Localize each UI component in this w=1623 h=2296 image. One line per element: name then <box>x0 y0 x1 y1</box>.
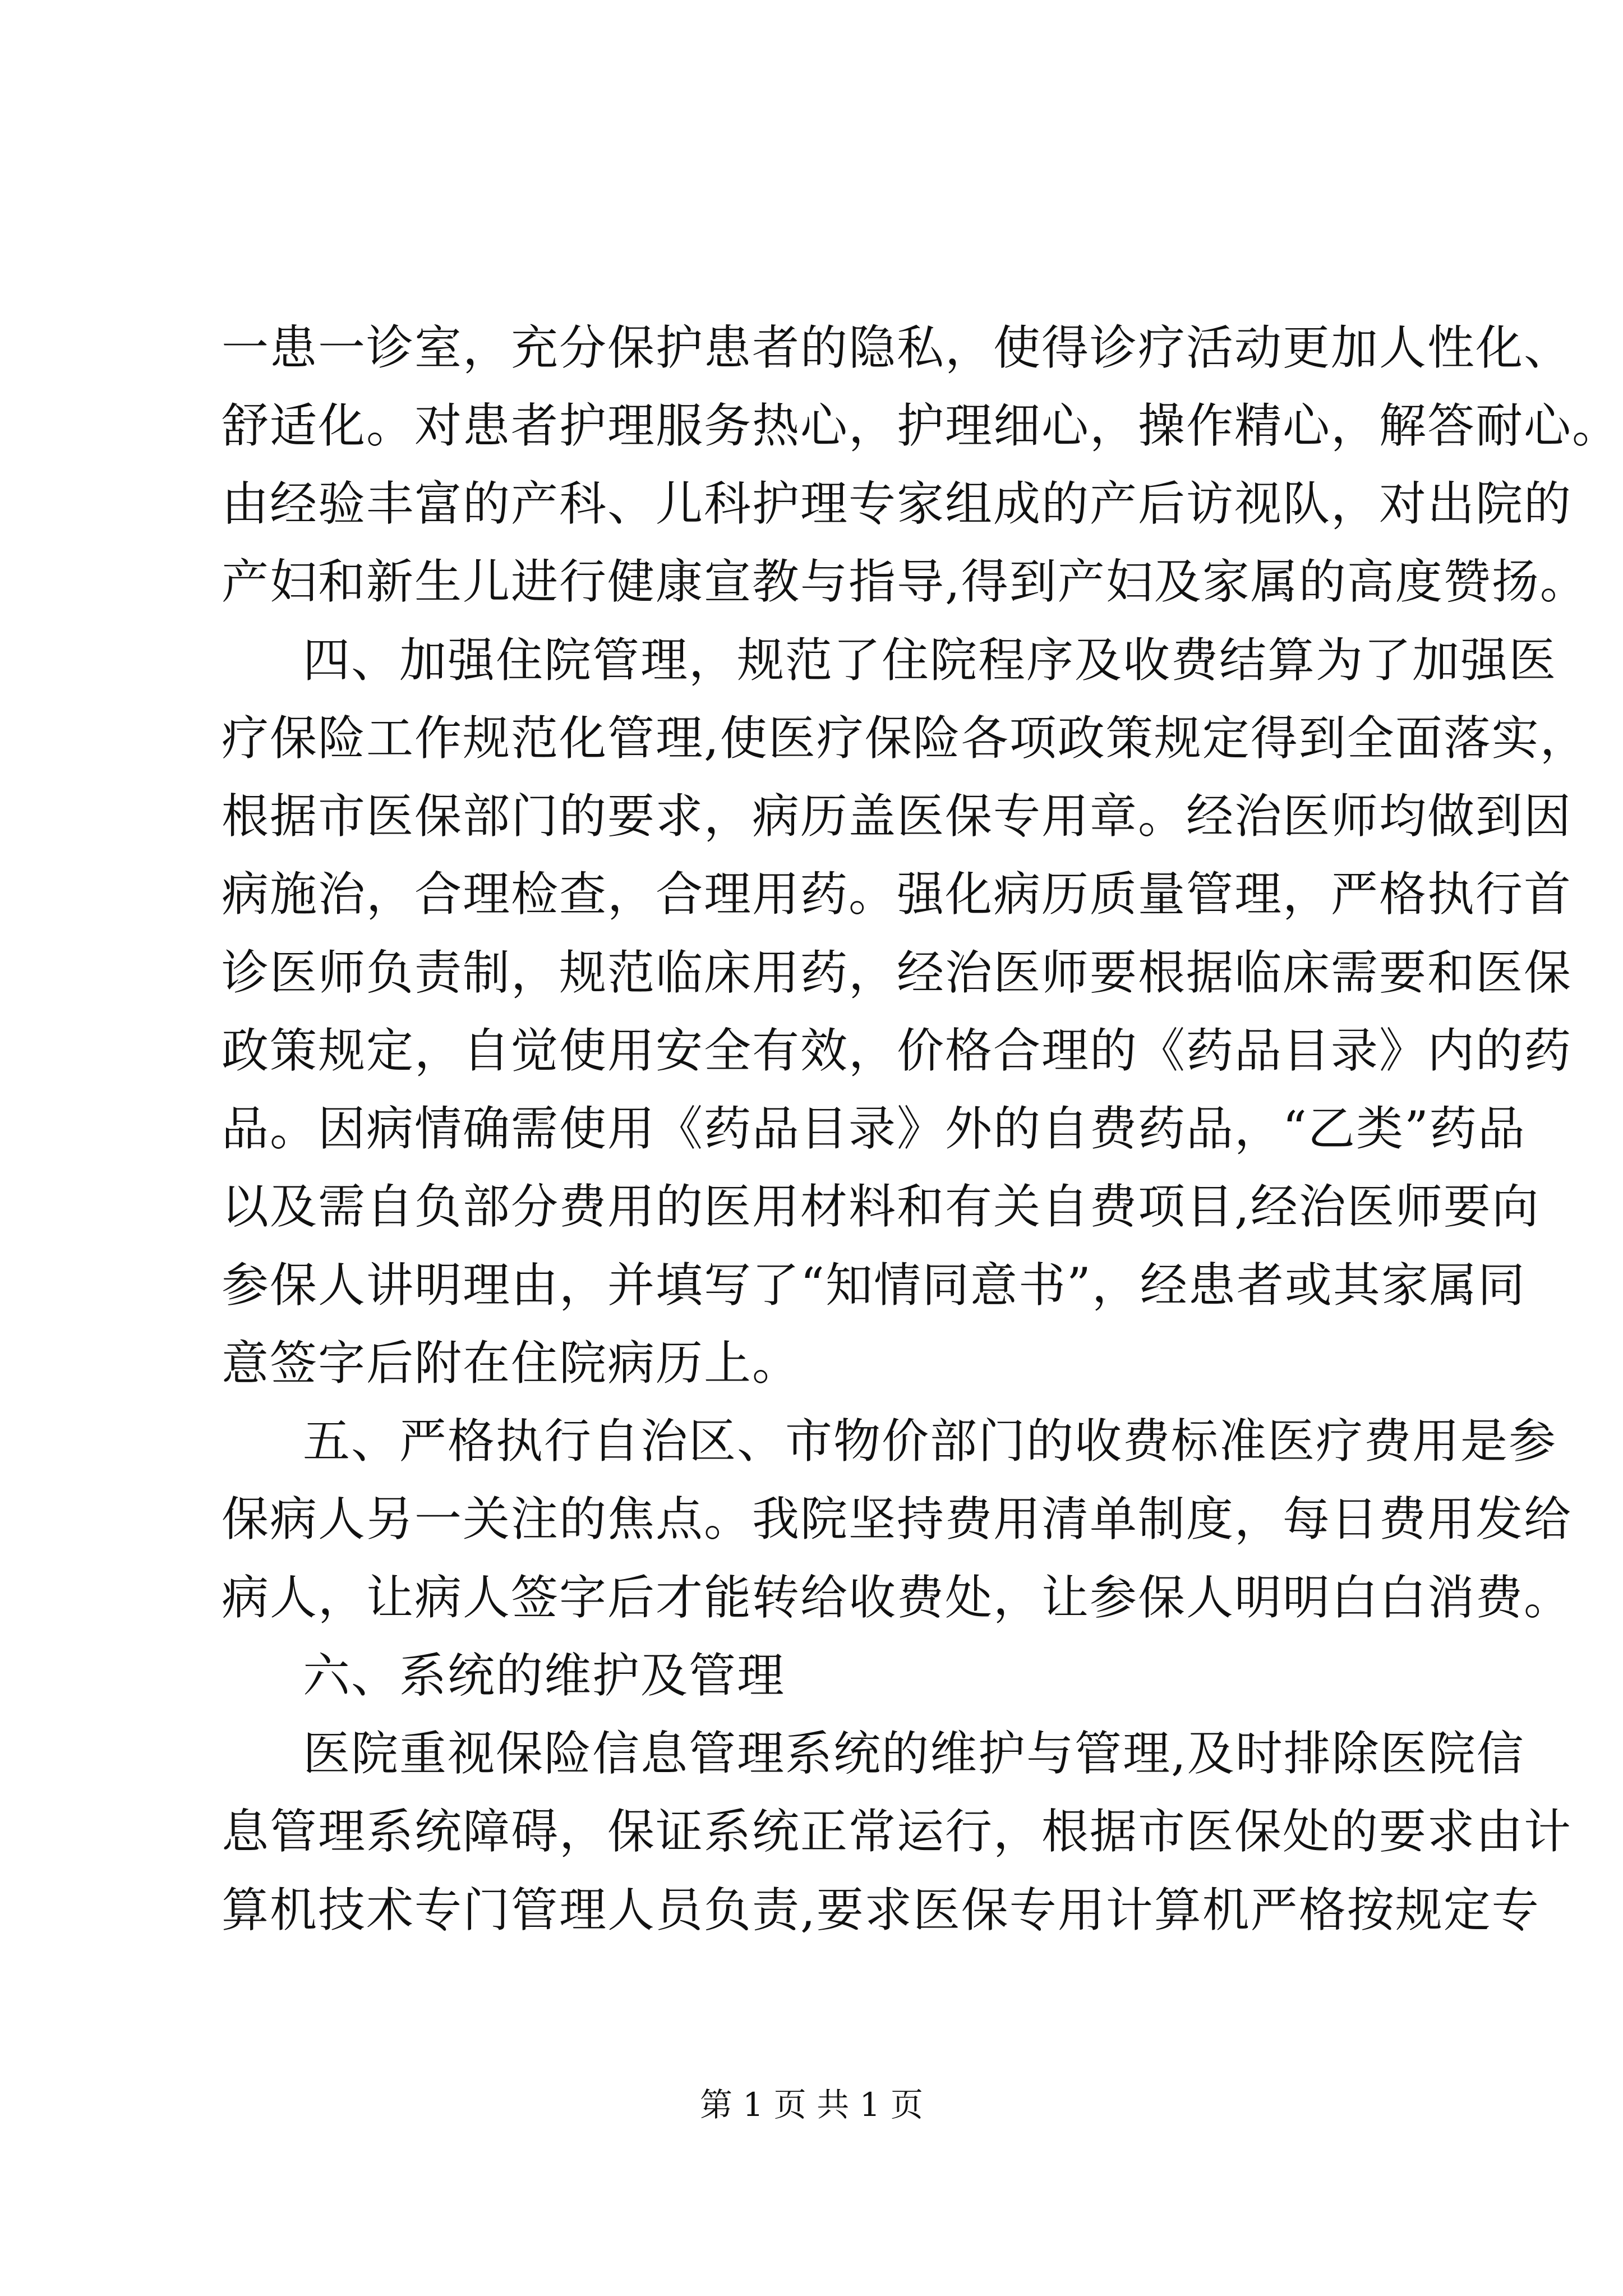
paragraph-line: 医院重视保险信息管理系统的维护与管理,及时排除医院信 <box>303 1726 1525 1781</box>
paragraph-line: 政策规定，自觉使用安全有效，价格合理的《药品目录》内的药 <box>222 1023 1573 1078</box>
paragraph-line: 根据市医保部门的要求，病历盖医保专用章。经治医师均做到因 <box>222 789 1573 844</box>
section-heading-line: 五、严格执行自治区、市物价部门的收费标准医疗费用是参 <box>303 1414 1557 1469</box>
page-footer: 第 1 页 共 1 页 <box>700 2086 923 2124</box>
paragraph-line: 由经验丰富的产科、儿科护理专家组成的产后访视队，对出院的 <box>222 476 1573 531</box>
paragraph-line: 诊医师负责制，规范临床用药，经治医师要根据临床需要和医保 <box>222 945 1573 1000</box>
paragraph-line: 产妇和新生儿进行健康宣教与指导,得到产妇及家属的高度赞扬。 <box>222 554 1588 609</box>
paragraph-line: 病施治，合理检查，合理用药。强化病历质量管理，严格执行首 <box>222 867 1573 922</box>
paragraph-line: 息管理系统障碍，保证系统正常运行，根据市医保处的要求由计 <box>222 1804 1573 1859</box>
paragraph-line: 以及需自负部分费用的医用材料和有关自费项目,经治医师要向 <box>222 1179 1540 1234</box>
paragraph-line: 舒适化。对患者护理服务热心，护理细心，操作精心，解答耐心。 <box>222 398 1621 453</box>
paragraph-line: 保病人另一关注的焦点。我院坚持费用清单制度，每日费用发给 <box>222 1492 1573 1547</box>
section-heading-line: 四、加强住院管理，规范了住院程序及收费结算为了加强医 <box>303 633 1557 688</box>
paragraph-line: 病人，让病人签字后才能转给收费处，让参保人明明白白消费。 <box>222 1570 1573 1625</box>
paragraph-line: 参保人讲明理由，并填写了“知情同意书”，经患者或其家属同 <box>222 1258 1526 1313</box>
paragraph-line: 算机技术专门管理人员负责,要求医保专用计算机严格按规定专 <box>222 1883 1540 1938</box>
section-heading-line: 六、系统的维护及管理 <box>303 1648 786 1703</box>
paragraph-line: 疗保险工作规范化管理,使医疗保险各项政策规定得到全面落实， <box>222 711 1588 766</box>
paragraph-line: 意签字后附在住院病历上。 <box>222 1336 801 1391</box>
paragraph-line: 一患一诊室，充分保护患者的隐私，使得诊疗活动更加人性化、 <box>222 320 1573 375</box>
paragraph-line: 品。因病情确需使用《药品目录》外的自费药品，“乙类”药品 <box>222 1101 1526 1156</box>
